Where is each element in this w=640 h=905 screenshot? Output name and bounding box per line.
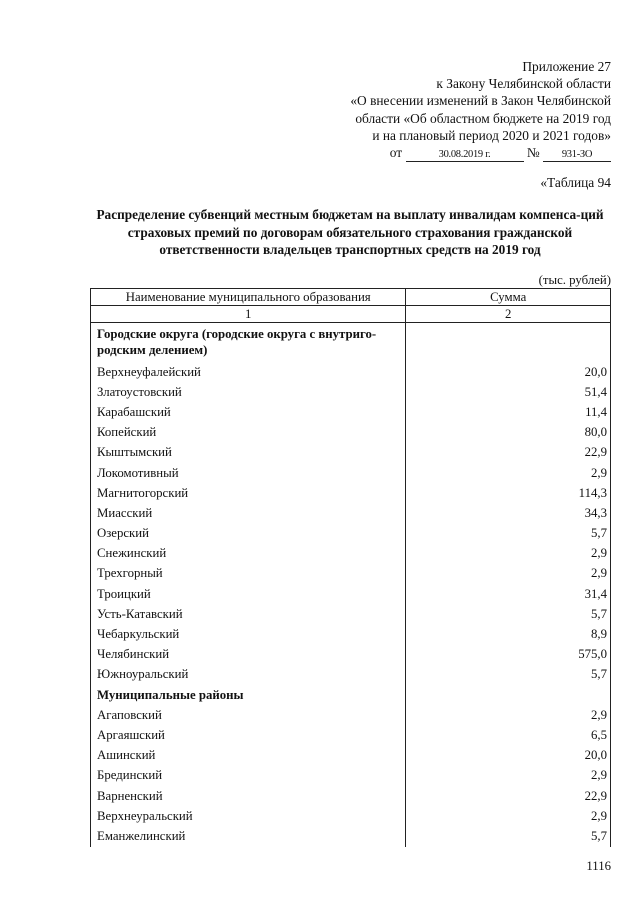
column-number-2: 2 bbox=[406, 306, 611, 323]
municipality-name: Брединский bbox=[91, 766, 406, 786]
subvention-amount: 11,4 bbox=[406, 402, 611, 422]
table-row bbox=[91, 705, 611, 725]
municipality-name: Верхнеуфалейский bbox=[91, 362, 406, 382]
subvention-amount: 2,9 bbox=[406, 463, 611, 483]
municipality-name: Карабашский bbox=[91, 402, 406, 422]
document-title: Распределение субвенций местным бюджетам на выплату инвалидам компенса-ций страховых премий по договорам обязательного страхования гражданской ответственности владельцев транспортных средств на 2019 год bbox=[96, 207, 604, 257]
table-row bbox=[91, 786, 611, 806]
subvention-amount: 5,7 bbox=[406, 826, 611, 846]
table-row bbox=[91, 645, 611, 665]
subvention-amount: 34,3 bbox=[406, 503, 611, 523]
municipality-name: Варненский bbox=[91, 786, 406, 806]
table-row bbox=[91, 402, 611, 422]
municipality-name: Кыштымский bbox=[91, 443, 406, 463]
header-line-4: области «Об областном бюджете на 2019 год bbox=[355, 110, 611, 126]
column-number-row bbox=[91, 306, 611, 323]
column-header-name: Наименование муниципального образования bbox=[91, 289, 406, 306]
table-label: «Таблица 94 bbox=[540, 175, 611, 190]
table-row bbox=[91, 382, 611, 402]
municipality-name: Чебаркульский bbox=[91, 624, 406, 644]
municipality-name: Челябинский bbox=[91, 645, 406, 665]
header-line-1: Приложение 27 bbox=[522, 59, 611, 74]
header-line-2: к Закону Челябинской области bbox=[436, 76, 611, 92]
subvention-amount: 22,9 bbox=[406, 786, 611, 806]
column-header-sum: Сумма bbox=[406, 289, 611, 306]
table-row bbox=[91, 806, 611, 826]
column-number-1: 1 bbox=[91, 306, 406, 323]
subvention-amount: 2,9 bbox=[406, 766, 611, 786]
table-row bbox=[91, 725, 611, 745]
table-row bbox=[91, 746, 611, 766]
table-row bbox=[91, 362, 611, 382]
municipality-name: Снежинский bbox=[91, 544, 406, 564]
law-date: 30.08.2019 г. bbox=[406, 149, 524, 162]
table-row bbox=[91, 463, 611, 483]
municipality-name: Верхнеуральский bbox=[91, 806, 406, 826]
subvention-amount: 114,3 bbox=[406, 483, 611, 503]
section-empty-cell bbox=[406, 685, 611, 705]
section-empty-cell bbox=[406, 323, 611, 363]
table-row bbox=[91, 584, 611, 604]
subvention-amount: 5,7 bbox=[406, 665, 611, 685]
municipality-name: Троицкий bbox=[91, 584, 406, 604]
municipality-name: Ашинский bbox=[91, 746, 406, 766]
section-heading-row bbox=[91, 685, 611, 705]
table-row bbox=[91, 766, 611, 786]
table-row bbox=[91, 665, 611, 685]
municipality-name: Усть-Катавский bbox=[91, 604, 406, 624]
section-heading-row bbox=[91, 323, 611, 363]
table-row bbox=[91, 503, 611, 523]
municipality-name: Аргаяшский bbox=[91, 725, 406, 745]
subvention-amount: 2,9 bbox=[406, 705, 611, 725]
subvention-amount: 2,9 bbox=[406, 544, 611, 564]
section-heading: Муниципальные районы bbox=[91, 685, 406, 705]
header-line-5: и на плановый период 2020 и 2021 годов» bbox=[372, 127, 611, 143]
subvention-amount: 6,5 bbox=[406, 725, 611, 745]
page-number: 1116 bbox=[586, 859, 611, 873]
subvention-amount: 5,7 bbox=[406, 604, 611, 624]
municipality-name: Агаповский bbox=[91, 705, 406, 725]
from-label: от bbox=[389, 145, 403, 161]
table-row bbox=[91, 443, 611, 463]
table-row bbox=[91, 564, 611, 584]
municipality-name: Южноуральский bbox=[91, 665, 406, 685]
municipality-name: Трехгорный bbox=[91, 564, 406, 584]
subvention-amount: 31,4 bbox=[406, 584, 611, 604]
number-label: № bbox=[526, 145, 540, 161]
subvention-amount: 22,9 bbox=[406, 443, 611, 463]
table-header-row bbox=[91, 289, 611, 306]
municipality-name: Златоустовский bbox=[91, 382, 406, 402]
subvention-amount: 20,0 bbox=[406, 746, 611, 766]
table-row bbox=[91, 624, 611, 644]
table-row bbox=[91, 483, 611, 503]
table-row bbox=[91, 524, 611, 544]
subvention-table bbox=[90, 288, 611, 847]
municipality-name: Локомотивный bbox=[91, 463, 406, 483]
law-date-line bbox=[281, 144, 611, 162]
municipality-name: Миасский bbox=[91, 503, 406, 523]
municipality-name: Магнитогорский bbox=[91, 483, 406, 503]
subvention-amount: 575,0 bbox=[406, 645, 611, 665]
subvention-amount: 20,0 bbox=[406, 362, 611, 382]
subvention-amount: 51,4 bbox=[406, 382, 611, 402]
municipality-name: Копейский bbox=[91, 423, 406, 443]
law-number: 931-ЗО bbox=[543, 149, 611, 162]
subvention-amount: 5,7 bbox=[406, 524, 611, 544]
municipality-name: Еманжелинский bbox=[91, 826, 406, 846]
subvention-amount: 2,9 bbox=[406, 806, 611, 826]
table-row bbox=[91, 423, 611, 443]
header-line-3: «О внесении изменений в Закон Челябинской bbox=[350, 93, 611, 109]
section-heading: Городские округа (городские округа с внутриго-родским делением) bbox=[91, 323, 406, 363]
municipality-name: Озерский bbox=[91, 524, 406, 544]
units-label: (тыс. рублей) bbox=[538, 273, 611, 287]
table-row bbox=[91, 826, 611, 846]
subvention-amount: 8,9 bbox=[406, 624, 611, 644]
subvention-amount: 80,0 bbox=[406, 423, 611, 443]
subvention-amount: 2,9 bbox=[406, 564, 611, 584]
table-row bbox=[91, 604, 611, 624]
appendix-header bbox=[281, 58, 611, 162]
table-row bbox=[91, 544, 611, 564]
